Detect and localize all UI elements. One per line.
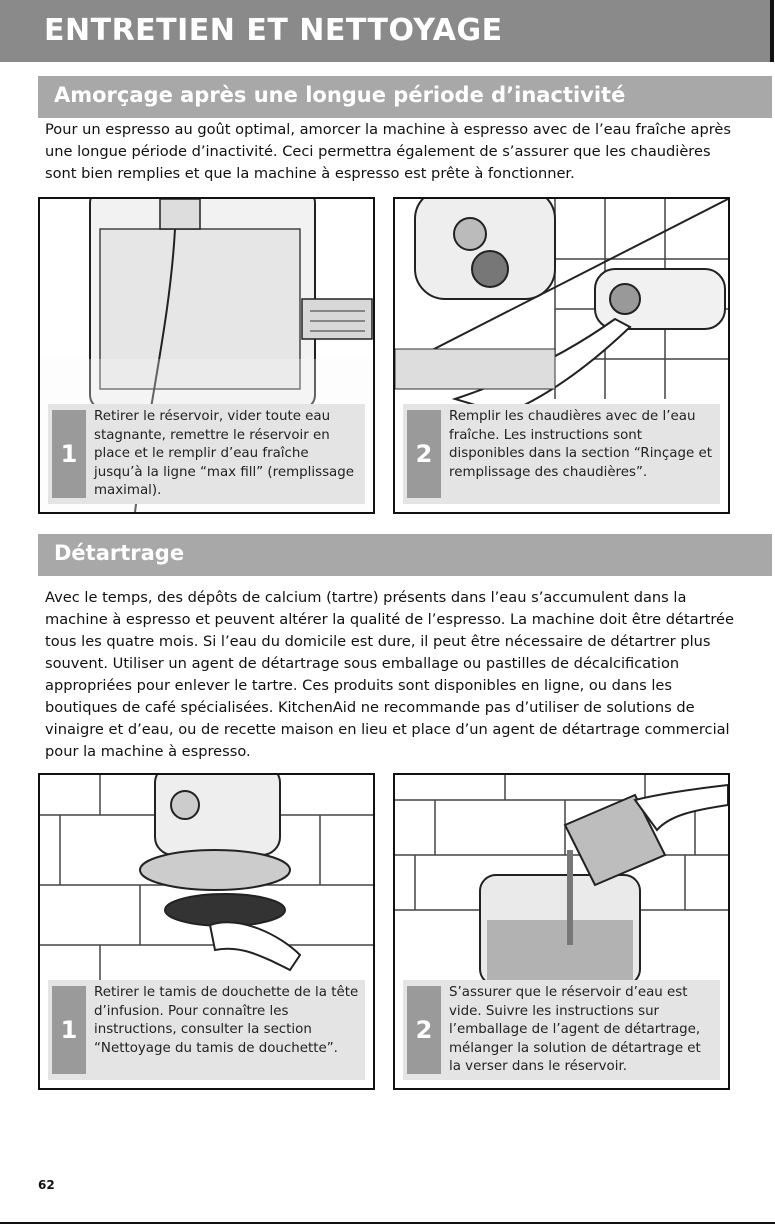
priming-step-2-panel: [393, 197, 730, 514]
step-caption: [403, 980, 720, 1080]
step-number-badge: 2: [407, 986, 441, 1074]
priming-step-1-panel: [38, 197, 375, 514]
step-text: S’assurer que le réservoir d’eau est vide. Suivre les instructions sur l’emballage de l’agent de détartrage, mélanger la solution de détartrage et la verser dans le réservoir.: [449, 985, 701, 1074]
step-text: Retirer le réservoir, vider toute eau stagnante, remettre le réservoir en place et le remplir d’eau fraîche jusqu’à la ligne “max fill” (remplissage maximal).: [94, 409, 354, 498]
step-number-badge: 2: [407, 410, 441, 498]
page-bottom-rule: [0, 1222, 775, 1224]
section-heading-bar-descaling: [38, 534, 772, 576]
section-heading-priming: Amorçage après une longue période d’inactivité: [54, 83, 626, 107]
descaling-step-2-panel: [393, 773, 730, 1090]
step-caption: [48, 980, 365, 1080]
descaling-step-1-panel: [38, 773, 375, 1090]
step-text: Remplir les chaudières avec de l’eau fraîche. Les instructions sont disponibles dans la section “Rinçage et remplissage des chaudières”.: [449, 409, 712, 480]
priming-paragraph: Pour un espresso au goût optimal, amorcer la machine à espresso avec de l’eau fraîche après une longue période d’inactivité. Ceci permettra également de s’assurer que les chaudières sont bien remplies et que la machine à espresso est prête à fonctionner.: [45, 121, 731, 182]
page-number: 62: [38, 1178, 55, 1192]
page-header-bar: [0, 0, 774, 62]
step-text: Retirer le tamis de douchette de la tête d’infusion. Pour connaître les instructions, consulter la section “Nettoyage du tamis de douchette”.: [94, 985, 359, 1056]
section-heading-descaling: Détartrage: [54, 541, 185, 565]
page-title: ENTRETIEN ET NETTOYAGE: [44, 13, 503, 48]
step-number-badge: 1: [52, 986, 86, 1074]
step-caption: [48, 404, 365, 504]
step-caption: [403, 404, 720, 504]
descaling-paragraph: Avec le temps, des dépôts de calcium (tartre) présents dans l’eau s’accumulent dans la machine à espresso et peuvent altérer la qualité de l’espresso. La machine doit être détartrée tous les quatre mois. Si l’eau du domicile est dure, il peut être nécessaire de détartrer plus souvent. Utiliser un agent de détartrage sous emballage ou pastilles de décalcification appropriées pour enlever le tartre. Ces produits sont disponibles en ligne, ou dans les boutiques de café spécialisées. KitchenAid ne recommande pas d’utiliser de solutions de vinaigre et d’eau, ou de recette maison en lieu et place d’un agent de détartrage commercial pour la machine à espresso.: [45, 589, 734, 760]
step-number-badge: 1: [52, 410, 86, 498]
section-heading-bar-priming: [38, 76, 772, 118]
